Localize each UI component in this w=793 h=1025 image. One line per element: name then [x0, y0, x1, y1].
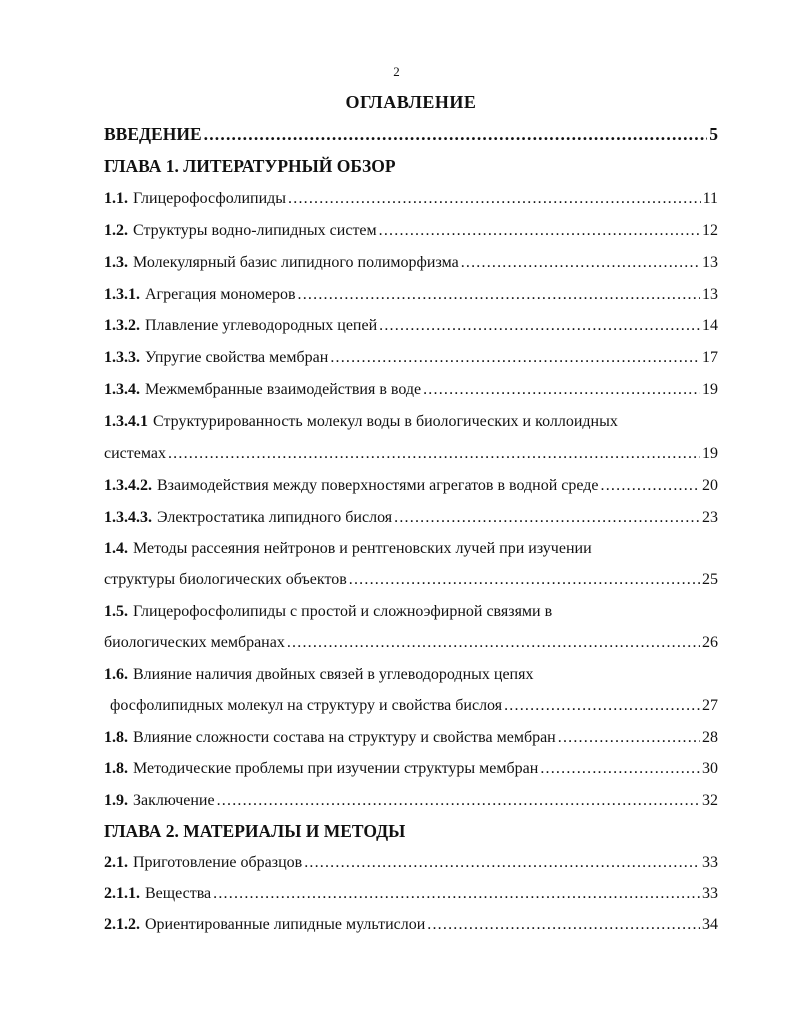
- dot-leader: [601, 476, 700, 496]
- toc-entry-text: ВВЕДЕНИЕ: [104, 124, 202, 144]
- toc-entry-1-3-1[interactable]: [104, 285, 718, 305]
- toc-entry-text: системах: [104, 445, 166, 462]
- toc-entry-number: 1.3.: [104, 254, 128, 271]
- toc-entry-number: 1.1.: [104, 190, 128, 207]
- toc-entry-1-3-2[interactable]: [104, 316, 718, 336]
- toc-entry-page: 34: [702, 916, 718, 933]
- toc-entry-number: 1.3.2.: [104, 317, 140, 334]
- toc-entry-1-5[interactable]: [104, 602, 718, 622]
- toc-entry-page: 33: [702, 885, 718, 902]
- toc-title: ОГЛАВЛЕНИЕ: [345, 92, 477, 112]
- dot-leader: [540, 759, 700, 779]
- toc-entry-page: 13: [702, 254, 718, 271]
- toc-entry-page: 28: [702, 729, 718, 746]
- toc-entry-text: Агрегация мономеров: [145, 286, 296, 303]
- toc-entry-page: 17: [702, 349, 718, 366]
- dot-leader: [213, 884, 700, 904]
- toc-entry-number: 1.3.3.: [104, 349, 140, 366]
- toc-entry-text: ГЛАВА 1. ЛИТЕРАТУРНЫЙ ОБЗОР: [104, 156, 396, 176]
- toc-entry-text: Молекулярный базис липидного полиморфизма: [133, 254, 459, 271]
- toc-entry-page: 25: [702, 571, 718, 588]
- toc-entry-text: Влияние сложности состава на структуру и свойства мембран: [133, 729, 556, 746]
- toc-entry-number: 1.2.: [104, 222, 128, 239]
- page-number: 2: [393, 64, 400, 79]
- dot-leader: [304, 853, 700, 873]
- toc-entry-text: Структурированность молекул воды в биологических и коллоидных: [153, 413, 618, 430]
- toc-entry-page: 30: [702, 760, 718, 777]
- toc-entry-text: Приготовление образцов: [133, 854, 303, 871]
- dot-leader: [558, 728, 700, 748]
- toc-entry-number: 1.8.: [104, 729, 128, 746]
- dot-leader: [204, 124, 708, 144]
- toc-entry-1-3-4-3[interactable]: [104, 508, 718, 528]
- toc-entry-1-3[interactable]: [104, 253, 718, 273]
- toc-entry-1-2[interactable]: [104, 221, 718, 241]
- dot-leader: [288, 189, 701, 209]
- toc-entry-2-1[interactable]: [104, 853, 718, 873]
- toc-entry-2-1-2[interactable]: [104, 915, 718, 935]
- dot-leader: [379, 221, 700, 241]
- dot-leader: [379, 316, 700, 336]
- toc-entry-page: 5: [709, 124, 718, 144]
- dot-leader: [504, 696, 700, 716]
- toc-entry-1-6[interactable]: [104, 665, 718, 685]
- toc-entry-1-4[interactable]: [104, 539, 718, 559]
- toc-entry-number: 1.3.4.2.: [104, 477, 152, 494]
- toc-entry-1-3-4-1-continued[interactable]: [104, 444, 718, 464]
- toc-entry-number: 1.3.1.: [104, 286, 140, 303]
- toc-entry-page: 23: [702, 509, 718, 526]
- toc-entry-2-1-1[interactable]: [104, 884, 718, 904]
- toc-entry-number: 1.3.4.: [104, 381, 140, 398]
- toc-entry-1-3-4[interactable]: [104, 380, 718, 400]
- toc-chapter-1-heading[interactable]: [104, 156, 718, 176]
- toc-entry-number: 1.3.4.1: [104, 413, 148, 430]
- toc-entry-page: 20: [702, 477, 718, 494]
- toc-entry-text: Плавление углеводородных цепей: [145, 317, 378, 334]
- toc-entry-page: 12: [702, 222, 718, 239]
- toc-entry-text: Вещества: [145, 885, 212, 902]
- toc-entry-page: 13: [702, 286, 718, 303]
- toc-entry-1-8-methodology[interactable]: [104, 759, 718, 779]
- toc-entry-text: Глицерофосфолипиды с простой и сложноэфирной связями в: [133, 603, 553, 620]
- dot-leader: [423, 380, 700, 400]
- toc-entry-text: Методы рассеяния нейтронов и рентгеновских лучей при изучении: [133, 540, 592, 557]
- toc-entry-text: Глицерофосфолипиды: [133, 190, 287, 207]
- toc-entry-1-6-continued[interactable]: [110, 696, 718, 716]
- toc-entry-1-3-4-1[interactable]: [104, 412, 718, 432]
- toc-entry-number: 1.9.: [104, 792, 128, 809]
- toc-entry-text: структуры биологических объектов: [104, 571, 347, 588]
- toc-entry-number: 2.1.2.: [104, 916, 140, 933]
- dot-leader: [427, 915, 700, 935]
- toc-entry-1-3-4-2[interactable]: [104, 476, 718, 496]
- toc-entry-text: Влияние наличия двойных связей в углеводородных цепях: [133, 666, 534, 683]
- toc-entry-page: 26: [702, 634, 718, 651]
- toc-entry-1-4-continued[interactable]: [104, 570, 718, 590]
- toc-entry-text: Заключение: [133, 792, 215, 809]
- toc-entry-number: 1.3.4.3.: [104, 509, 152, 526]
- toc-entry-page: 19: [702, 381, 718, 398]
- toc-entry-number: 1.8.: [104, 760, 128, 777]
- toc-entry-page: 32: [702, 792, 718, 809]
- dot-leader: [298, 285, 700, 305]
- toc-entry-text: Методические проблемы при изучении структуры мембран: [133, 760, 539, 777]
- toc-entry-introduction[interactable]: [104, 124, 718, 144]
- toc-entry-number: 1.6.: [104, 666, 128, 683]
- toc-entry-page: 14: [702, 317, 718, 334]
- dot-leader: [330, 348, 700, 368]
- toc-entry-text: Структуры водно-липидных систем: [133, 222, 377, 239]
- dot-leader: [287, 633, 700, 653]
- toc-entry-text: Упругие свойства мембран: [145, 349, 329, 366]
- toc-entry-text: ГЛАВА 2. МАТЕРИАЛЫ И МЕТОДЫ: [104, 821, 406, 841]
- toc-entry-1-5-continued[interactable]: [104, 633, 718, 653]
- toc-entry-number: 2.1.: [104, 854, 128, 871]
- toc-entry-number: 1.4.: [104, 540, 128, 557]
- toc-entry-page: 19: [702, 445, 718, 462]
- toc-entry-page: 27: [702, 697, 718, 714]
- dot-leader: [349, 570, 700, 590]
- toc-entry-number: 2.1.1.: [104, 885, 140, 902]
- toc-entry-number: 1.5.: [104, 603, 128, 620]
- dot-leader: [168, 444, 700, 464]
- dot-leader: [217, 791, 700, 811]
- toc-entry-page: 33: [702, 854, 718, 871]
- toc-entry-text: биологических мембранах: [104, 634, 285, 651]
- toc-entry-text: Взаимодействия между поверхностями агрегатов в водной среде: [157, 477, 599, 494]
- toc-entry-1-1[interactable]: [104, 189, 718, 209]
- toc-entry-1-9[interactable]: [104, 791, 718, 811]
- dot-leader: [461, 253, 700, 273]
- toc-entry-text: Ориентированные липидные мультислои: [145, 916, 426, 933]
- dot-leader: [394, 508, 700, 528]
- toc-entry-page: 11: [702, 190, 718, 207]
- toc-entry-text: Электростатика липидного бислоя: [157, 509, 393, 526]
- toc-entry-1-8-composition[interactable]: [104, 728, 718, 748]
- toc-chapter-2-heading[interactable]: [104, 821, 718, 841]
- toc-entry-text: фосфолипидных молекул на структуру и свойства бислоя: [110, 697, 503, 714]
- toc-entry-1-3-3[interactable]: [104, 348, 718, 368]
- toc-entry-text: Межмембранные взаимодействия в воде: [145, 381, 422, 398]
